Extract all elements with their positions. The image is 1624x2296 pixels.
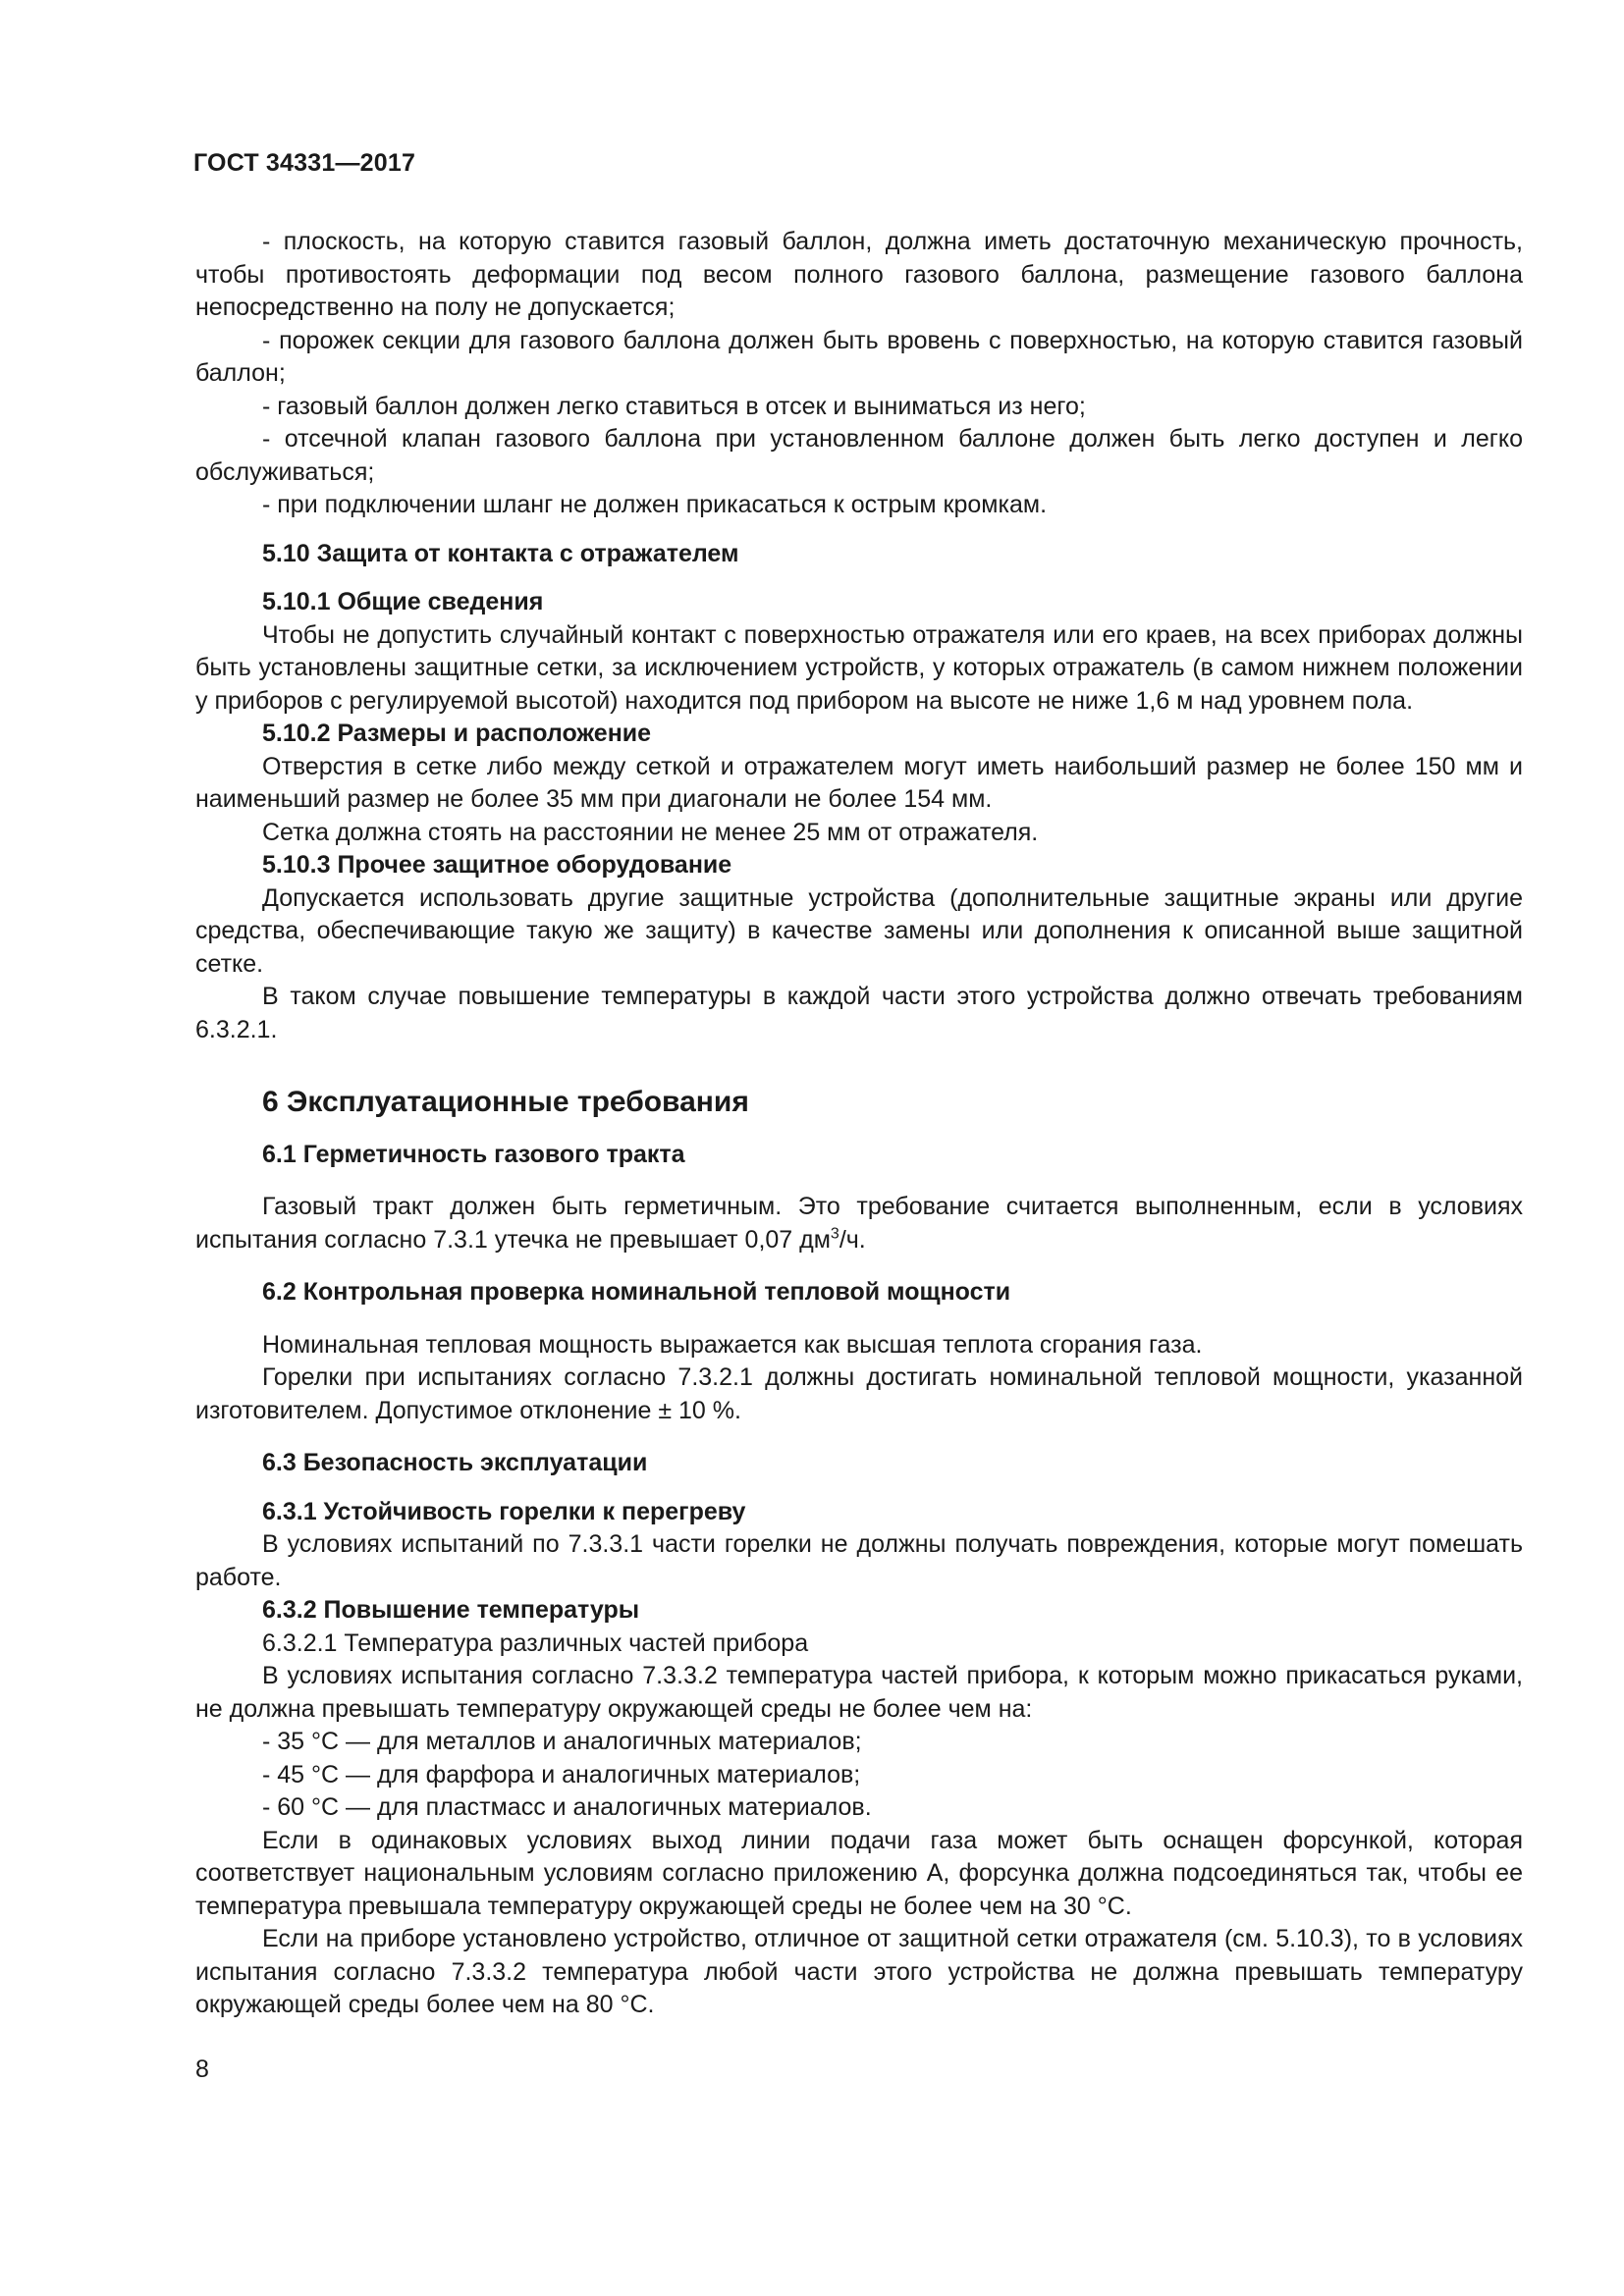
- paragraph: Горелки при испытаниях согласно 7.3.2.1 должны достигать номинальной тепловой мощности, указанной изготовителем. Допустимое отклонение ± 10 %.: [195, 1363, 1523, 1424]
- subsection-heading: 5.10.2 Размеры и расположение: [262, 720, 652, 747]
- list-item: - газовый баллон должен легко ставиться в отсек и выниматься из него;: [262, 392, 1086, 420]
- paragraph: В условиях испытаний по 7.3.3.1 части горелки не должны получать повреждения, которые могут помешать работе.: [195, 1530, 1523, 1591]
- subsection-heading: 6.3.1 Устойчивость горелки к перегреву: [262, 1497, 746, 1525]
- list-item: - 35 °С — для металлов и аналогичных материалов;: [262, 1728, 862, 1755]
- text-run: /ч.: [839, 1225, 866, 1254]
- paragraph: В таком случае повышение температуры в каждой части этого устройства должно отвечать требованиям 6.3.2.1.: [195, 983, 1523, 1043]
- list-item: - порожек секции для газового баллона должен быть вровень с поверхностью, на которую ставится газовый баллон;: [195, 326, 1523, 387]
- paragraph: Если на приборе установлено устройство, отличное от защитной сетки отражателя (см. 5.10.3), то в условиях испытания согласно 7.3.3.2 температура любой части этого устройства не должна превышать температуру окружающей среды более чем на 80 °С.: [195, 1925, 1523, 2018]
- paragraph: Отверстия в сетке либо между сеткой и отражателем могут иметь наибольший размер не более 150 мм и наименьший размер не более 35 мм при диагонали не более 154 мм.: [195, 752, 1523, 813]
- paragraph: В условиях испытания согласно 7.3.3.2 температура частей прибора, к которым можно прикасаться руками, не должна превышать температуру окружающей среды не более чем на:: [195, 1662, 1523, 1723]
- list-item: - плоскость, на которую ставится газовый баллон, должна иметь достаточную механическую прочность, чтобы противостоять деформации под весом полного газового баллона, размещение газового баллона непосредственно на полу не допускается;: [195, 228, 1523, 321]
- paragraph: [195, 1191, 1523, 1256]
- section-heading: 6.2 Контрольная проверка номинальной тепловой мощности: [262, 1278, 1011, 1306]
- page-number: 8: [195, 2056, 209, 2083]
- subsection-heading: 5.10.3 Прочее защитное оборудование: [262, 851, 732, 879]
- clause-title: 6.3.2.1 Температура различных частей прибора: [262, 1629, 809, 1657]
- section-heading: 6.3 Безопасность эксплуатации: [262, 1449, 648, 1476]
- section-heading: 5.10 Защита от контакта с отражателем: [262, 539, 739, 567]
- paragraph: Если в одинаковых условиях выход линии подачи газа может быть оснащен форсункой, которая соответствует национальным условиям согласно приложению А, форсунка должна подсоединяться так, чтобы ее температура превышала температуру окружающей среды не более чем на 30 °С.: [195, 1826, 1523, 1920]
- paragraph: Чтобы не допустить случайный контакт с поверхностью отражателя или его краев, на всех приборах должны быть установлены защитные сетки, за исключением устройств, у которых отражатель (в самом нижнем положении у приборов с регулируемой высотой) находится под прибором на высоте не ниже 1,6 м над уровнем пола.: [195, 620, 1523, 715]
- paragraph: Сетка должна стоять на расстоянии не менее 25 мм от отражателя.: [262, 818, 1039, 846]
- subsection-heading: 6.3.2 Повышение температуры: [262, 1596, 640, 1624]
- superscript: 3: [830, 1225, 839, 1243]
- subsection-heading: 5.10.1 Общие сведения: [262, 588, 544, 615]
- list-item: - 45 °С — для фарфора и аналогичных материалов;: [262, 1760, 861, 1789]
- text-run: Газовый тракт должен быть герметичным. Это требование считается выполненным, если в условиях испытания согласно 7.3.1 утечка не превышает 0,07 дм: [195, 1193, 1523, 1254]
- document-body: [195, 226, 1523, 2022]
- list-item: - при подключении шланг не должен прикасаться к острым кромкам.: [262, 491, 1048, 518]
- section-heading: 6.1 Герметичность газового тракта: [262, 1140, 685, 1168]
- list-item: - отсечной клапан газового баллона при установленном баллоне должен быть легко доступен и легко обслуживаться;: [195, 425, 1523, 486]
- paragraph: Номинальная тепловая мощность выражается как высшая теплота сгорания газа.: [262, 1330, 1203, 1359]
- list-item: - 60 °С — для пластмасс и аналогичных материалов.: [262, 1793, 872, 1821]
- paragraph: Допускается использовать другие защитные устройства (дополнительные защитные экраны или другие средства, обеспечивающие такую же защиту) в качестве замены или дополнения к описанной выше защитной сетке.: [195, 883, 1523, 978]
- standard-header: ГОСТ 34331—2017: [193, 149, 416, 177]
- chapter-heading: 6 Эксплуатационные требования: [262, 1086, 749, 1118]
